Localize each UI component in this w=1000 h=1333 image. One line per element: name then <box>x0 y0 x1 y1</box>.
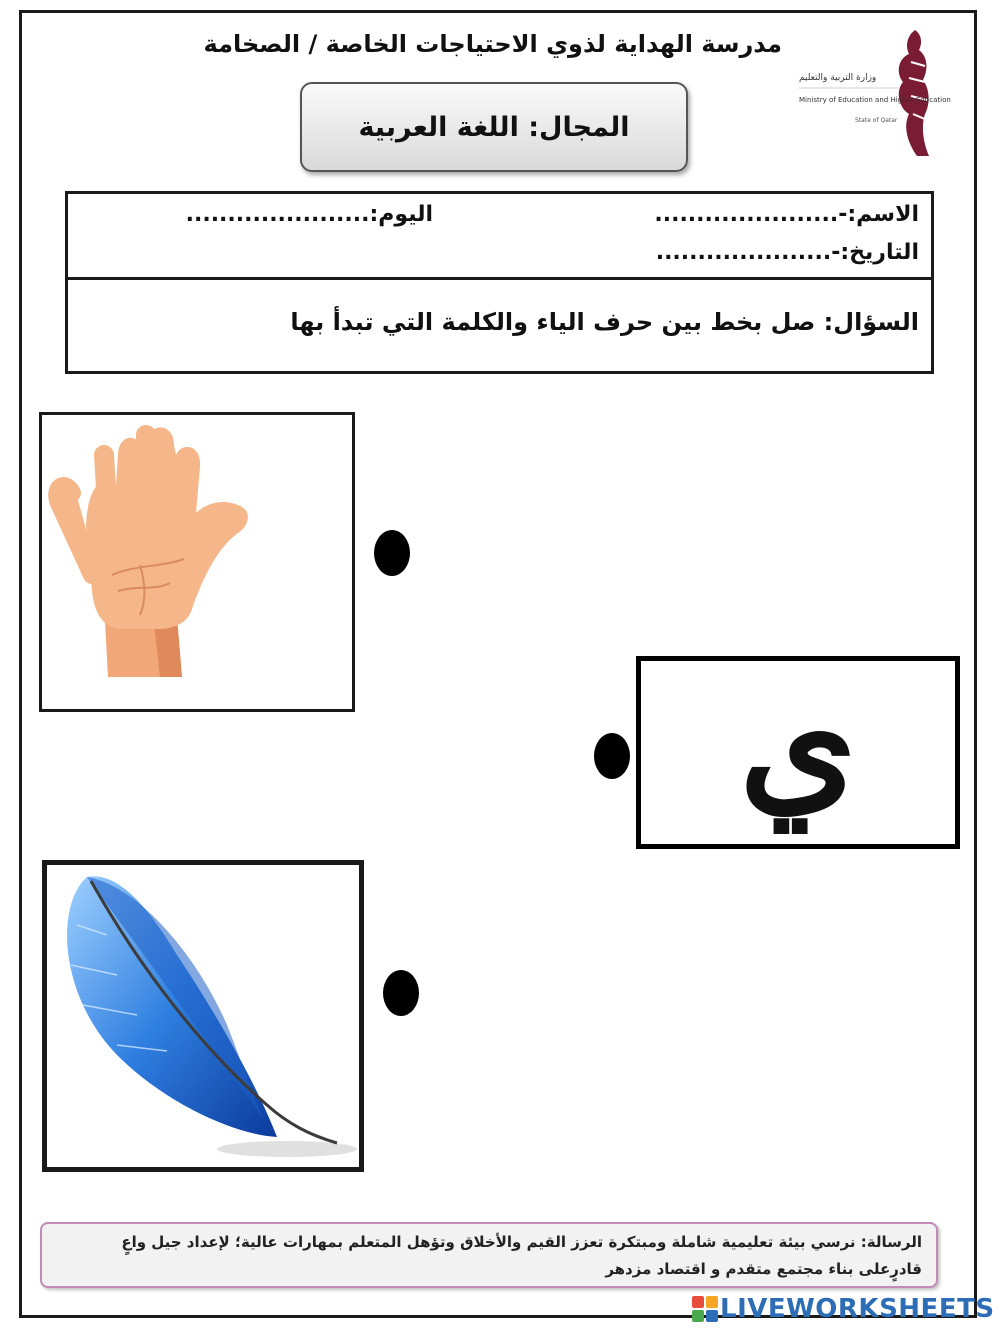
student-info-box <box>65 191 934 374</box>
ministry-logo <box>795 22 951 162</box>
domain-box <box>300 82 688 172</box>
date-blank: ..................... <box>655 240 832 265</box>
day-blank: ...................... <box>185 202 370 227</box>
date-field[interactable] <box>656 240 919 265</box>
school-message: الرسالة: نرسي بيئة تعليمية شاملة ومبتكرة تعزز القيم والأخلاق وتؤهل المتعلم بمهارات عالية؛ لإعداد جيل واعٍ قادرٍعلى بناء مجتمع متقدم و اقتصاد مزدهر <box>40 1222 938 1288</box>
domain-label: المجال: اللغة العربية <box>358 111 630 143</box>
letter-card <box>636 656 960 849</box>
name-field[interactable] <box>654 202 919 227</box>
school-title: مدرسة الهداية لذوي الاحتياجات الخاصة / الصخامة <box>203 30 782 58</box>
match-dot-hand[interactable] <box>374 530 410 576</box>
match-dot-letter[interactable] <box>594 733 630 779</box>
name-label: الاسم:- <box>838 202 919 227</box>
question-text: السؤال: صل بخط بين حرف الياء والكلمة التي تبدأ بها <box>290 308 919 336</box>
date-label: التاريخ:- <box>831 240 919 265</box>
svg-text:Ministry of Education and High: Ministry of Education and Higher Education <box>799 96 951 104</box>
info-divider <box>68 277 931 280</box>
hand-image <box>42 415 352 709</box>
picture-feather <box>42 860 364 1172</box>
letter-ya: ي <box>739 654 857 831</box>
svg-text:وزارة التربية والتعليم: وزارة التربية والتعليم <box>799 73 877 83</box>
svg-text:State of Qatar: State of Qatar <box>855 117 898 124</box>
match-dot-feather[interactable] <box>383 970 419 1016</box>
liveworksheets-watermark <box>692 1294 995 1324</box>
name-blank: ...................... <box>654 202 839 227</box>
watermark-text: LIVEWORKSHEETS <box>720 1294 995 1324</box>
liveworksheets-icon <box>692 1296 718 1322</box>
day-field[interactable] <box>186 202 433 227</box>
picture-hand <box>39 412 355 712</box>
day-label: اليوم: <box>369 202 433 227</box>
feather-image <box>47 865 359 1167</box>
